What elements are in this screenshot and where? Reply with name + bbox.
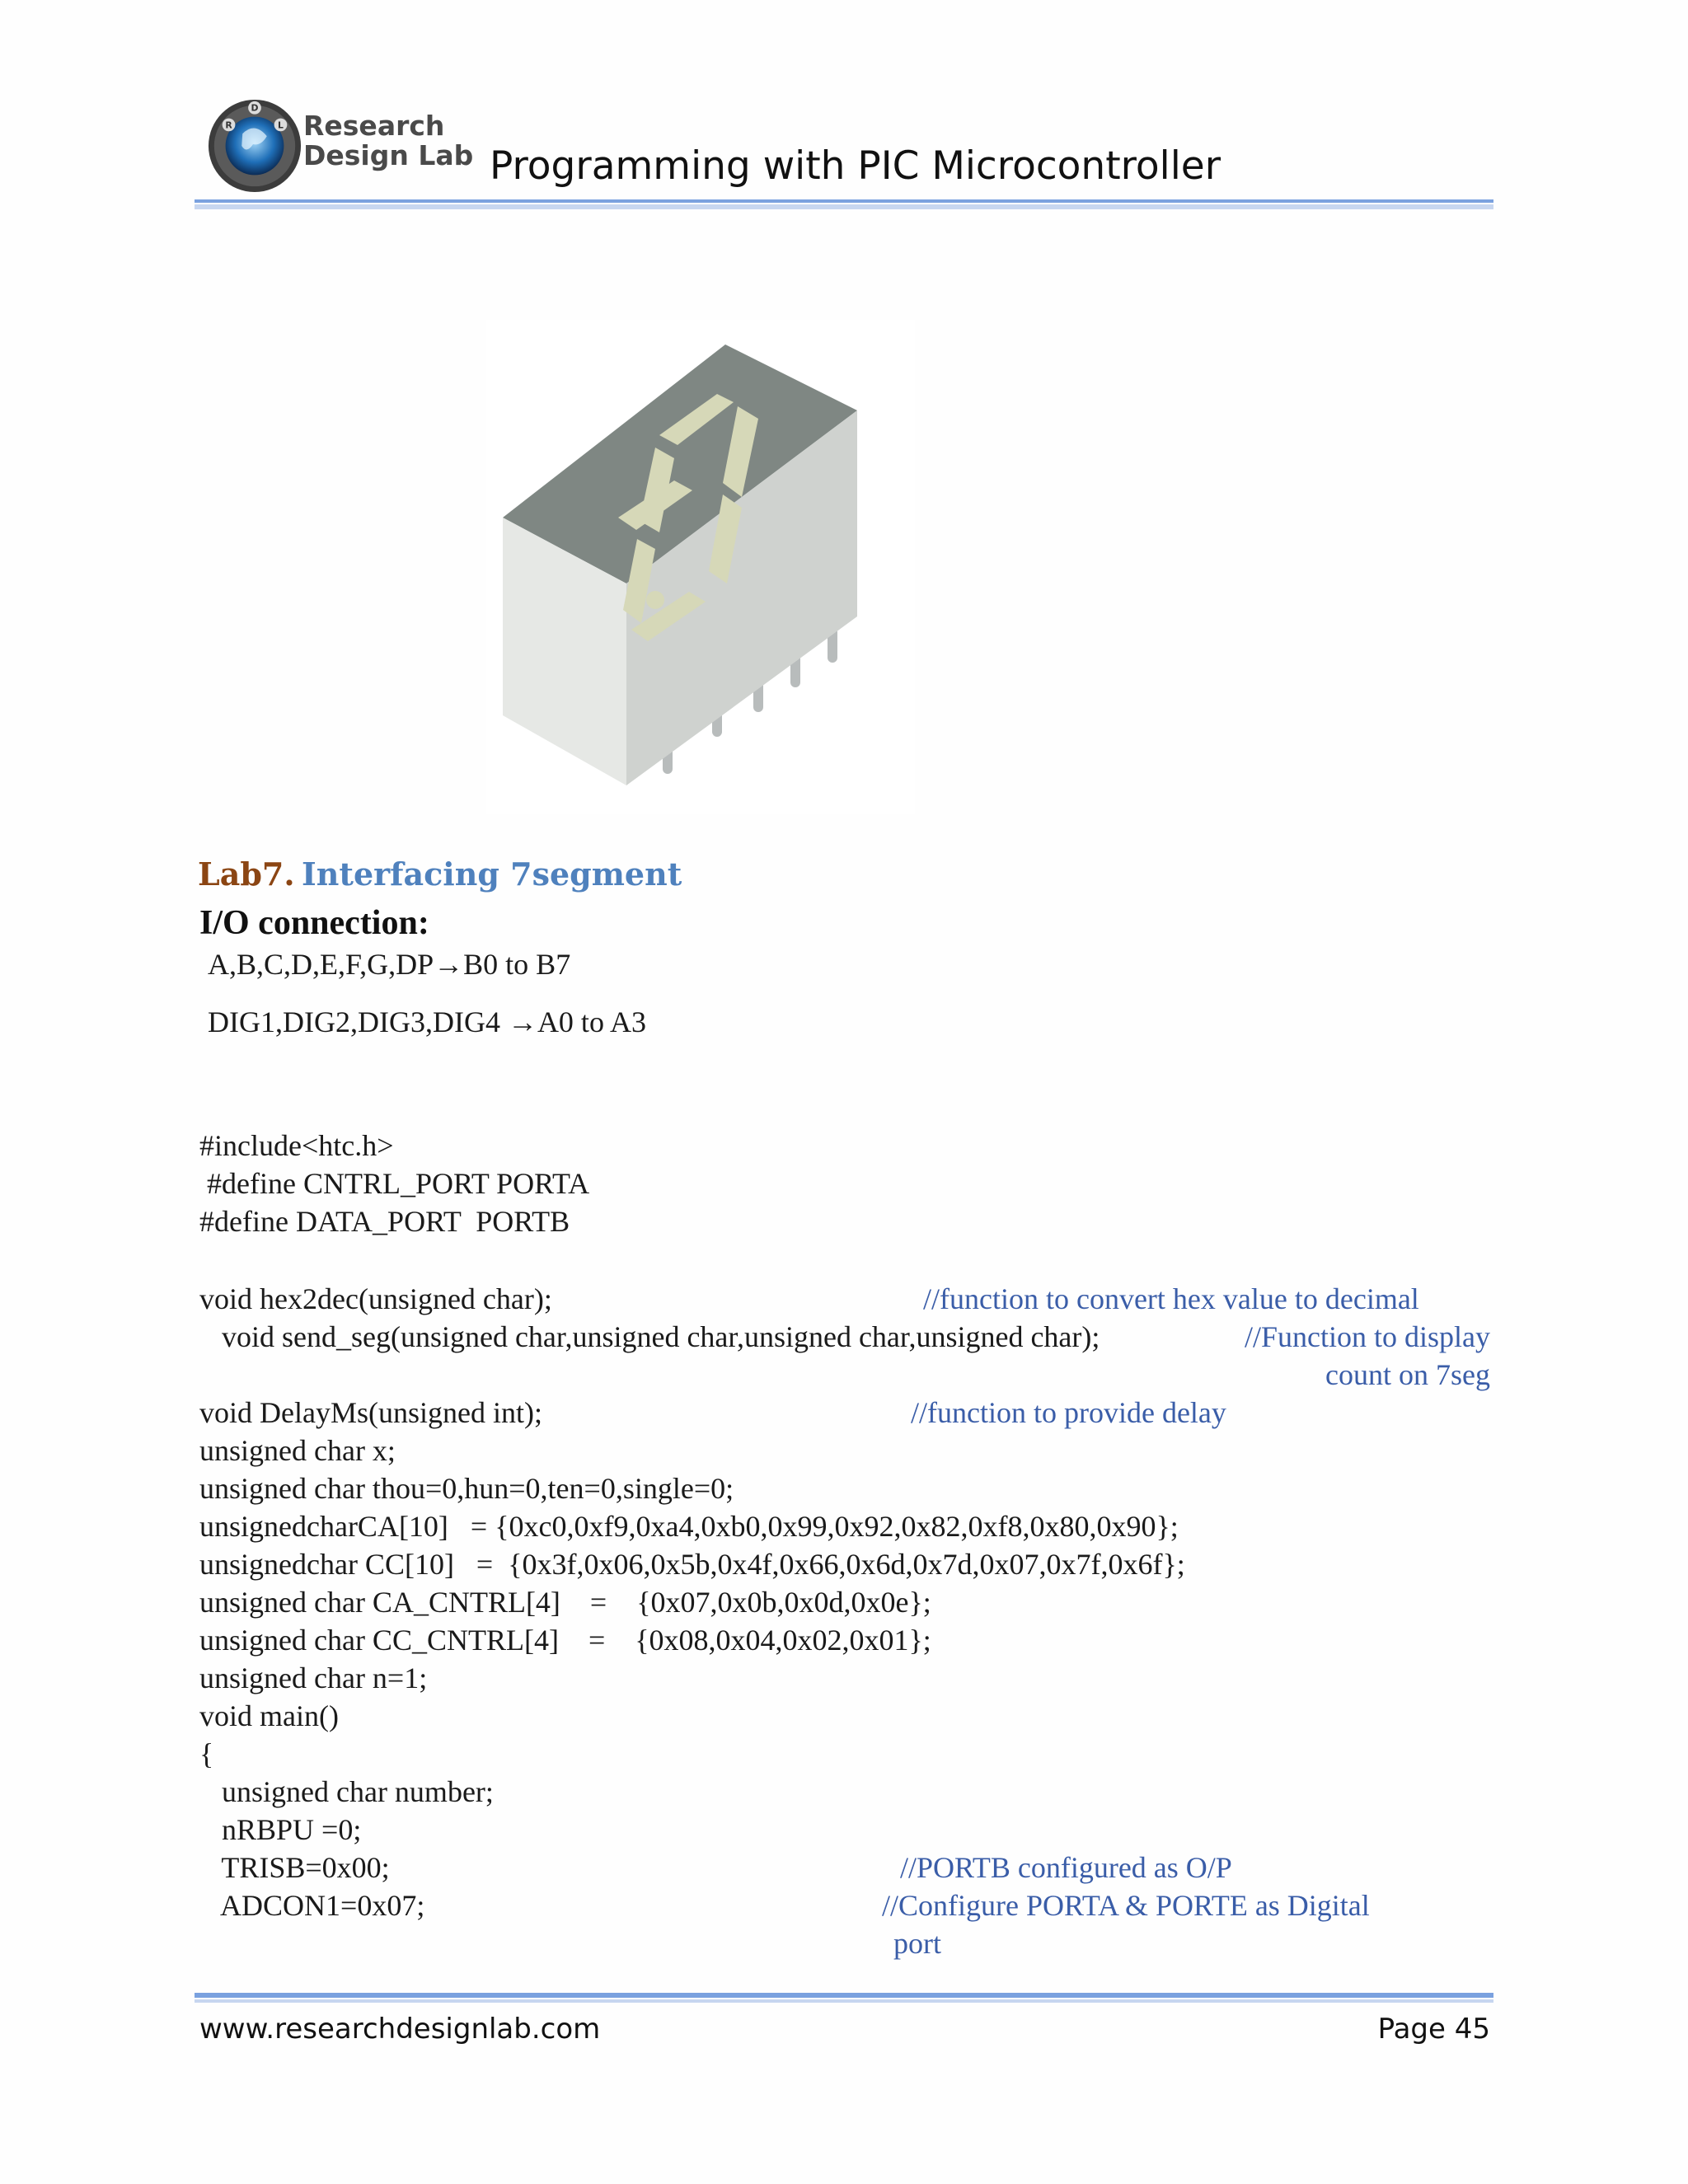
code-line: unsignedcharCA[10] = {0xc0,0xf9,0xa4,0xb0,0x99,0x92,0x82,0xf8,0x80,0x90};	[199, 1510, 1179, 1543]
code-line: TRISB=0x00;	[199, 1851, 390, 1884]
code-line: void hex2dec(unsigned char);	[199, 1282, 552, 1315]
code-line: unsignedchar CC[10] = {0x3f,0x06,0x5b,0x4f,0x66,0x6d,0x7d,0x07,0x7f,0x6f};	[199, 1548, 1185, 1581]
footer-rule-bottom	[195, 1999, 1493, 2003]
code-line: void main()	[199, 1699, 339, 1732]
io-connection-heading: I/O connection:	[199, 904, 429, 942]
code-line: #define DATA_PORT PORTB	[199, 1205, 570, 1238]
logo-letter-r: R	[225, 120, 232, 131]
code-line: unsigned char x;	[199, 1434, 396, 1467]
logo-text-line-1: Research	[303, 110, 445, 142]
code-comment: count on 7seg	[1325, 1358, 1490, 1391]
code-line: void DelayMs(unsigned int);	[199, 1396, 542, 1429]
code-comment: //PORTB configured as O/P	[900, 1851, 1232, 1884]
code-line: unsigned char CC_CNTRL[4] = {0x08,0x04,0x02,0x01};	[199, 1624, 931, 1657]
footer-rule-top	[195, 1993, 1493, 1998]
code-line: unsigned char thou=0,hun=0,ten=0,single=0;	[199, 1472, 734, 1505]
logo-letter-d: D	[251, 102, 259, 114]
code-comment: //function to convert hex value to decimal	[923, 1282, 1419, 1315]
io-line-segments: A,B,C,D,E,F,G,DP→B0 to B7	[208, 948, 571, 981]
lab-number: Lab7.	[198, 855, 295, 893]
io-line-digits: DIG1,DIG2,DIG3,DIG4 →A0 to A3	[208, 1005, 646, 1038]
footer-url: www.researchdesignlab.com	[199, 2013, 601, 2046]
research-design-lab-logo	[206, 97, 303, 194]
code-line: ADCON1=0x07;	[199, 1889, 425, 1922]
logo-letter-l: L	[278, 120, 284, 131]
code-line: unsigned char n=1;	[199, 1661, 428, 1694]
lab-title: Interfacing 7segment	[302, 855, 682, 893]
code-line: #include<htc.h>	[199, 1129, 394, 1162]
code-comment: //function to provide delay	[911, 1396, 1226, 1429]
logo-text-line-2: Design Lab	[303, 139, 474, 171]
header-rule-bottom	[195, 204, 1493, 209]
code-line: #define CNTRL_PORT PORTA	[199, 1167, 590, 1200]
page-number: Page 45	[1377, 2013, 1490, 2046]
seven-segment-display-image	[486, 320, 915, 814]
document-title: Programming with PIC Microcontroller	[490, 143, 1221, 189]
header-rule-top	[195, 199, 1493, 203]
code-line: void send_seg(unsigned char,unsigned char,unsigned char,unsigned char);	[199, 1320, 1100, 1353]
code-line: {	[199, 1737, 214, 1770]
code-line: nRBPU =0;	[199, 1813, 362, 1846]
code-line: unsigned char CA_CNTRL[4] = {0x07,0x0b,0x0d,0x0e};	[199, 1586, 931, 1619]
code-comment: port	[893, 1927, 941, 1960]
code-comment: //Configure PORTA & PORTE as Digital	[882, 1889, 1370, 1922]
code-comment: //Function to display	[1244, 1320, 1490, 1353]
code-line: unsigned char number;	[199, 1775, 494, 1808]
